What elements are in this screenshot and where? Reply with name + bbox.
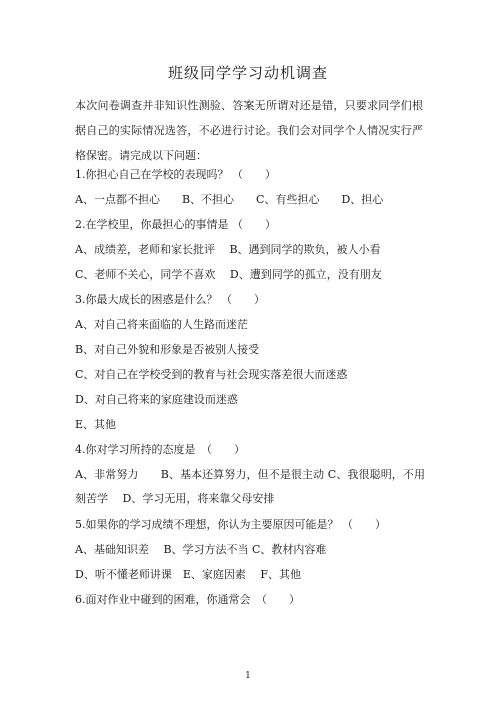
question-5-options-def: D、听不懂老师讲课 E、家庭因素 F、其他 <box>75 568 301 581</box>
question-2-options-cd: C、老师不关心，同学不喜欢 D、遭到同学的孤立，没有朋友 <box>75 268 382 281</box>
question-4-options: A、非常努力 B、基本还算努力，但不是很主动 C、我很聪明，不用刻苦学 D、学习无用，将来靠父母安排 <box>75 468 425 505</box>
page-number: 1 <box>245 671 251 681</box>
question-3-option-e: E、其他 <box>75 418 117 431</box>
question-3-option-b: B、对自己外貌和形象是否被别人接受 <box>75 343 260 356</box>
question-3-option-a: A、对自己将来面临的人生路而迷茫 <box>75 318 248 331</box>
question-3-option-c: C、对自己在学校受到的教育与社会现实落差很大而迷惑 <box>75 368 348 381</box>
question-2: 2.在学校里，你最担心的事情是 （ ） <box>75 218 276 231</box>
question-1-options: A、一点都不担心 B、不担心 C、有些担心 D、担心 <box>75 193 384 206</box>
question-5-options-abc: A、基础知识差 B、学习方法不当 C、教材内容难 <box>75 543 327 556</box>
question-2-options-ab: A、成绩差，老师和家长批评 B、遇到同学的欺负，被人小看 <box>75 243 381 256</box>
question-1: 1.你担心自己在学校的表现吗？ （ ） <box>75 168 276 181</box>
page-title: 班级同学学习动机调查 <box>167 64 328 82</box>
question-3-option-d: D、对自己将来的家庭建设而迷惑 <box>75 393 238 406</box>
question-5: 5.如果你的学习成绩不理想，你认为主要原因可能是？ （ ） <box>75 518 386 531</box>
question-3: 3.你最大成长的困惑是什么？ （ ） <box>75 293 265 306</box>
question-4: 4.你对学习所持的态度是 （ ） <box>75 443 245 456</box>
intro-paragraph: 本次问卷调查并非知识性测验、答案无所谓对还是错，只要求同学们根据自己的实际情况选答，不必进行讨论。我们会对同学个人情况实行严格保密。请完成以下问题： <box>75 99 423 162</box>
question-6: 6.面对作业中碰到的困难，你通常会 （ ） <box>75 593 300 606</box>
